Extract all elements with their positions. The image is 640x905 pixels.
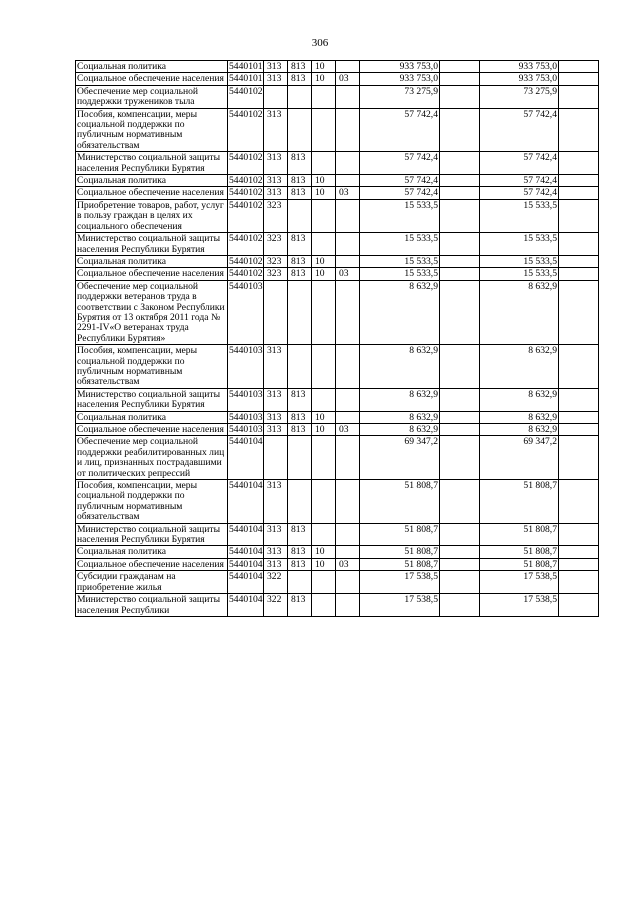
amount-blank-cell	[440, 558, 480, 570]
row-name-cell: Министерство социальной защиты населения Республики Бурятия	[76, 523, 228, 546]
subsection-cell	[336, 85, 360, 108]
subsection-cell: 03	[336, 424, 360, 436]
table-row	[76, 108, 599, 152]
section-cell: 10	[312, 175, 336, 187]
subsection-cell	[336, 199, 360, 232]
target-article-cell: 5440104	[228, 523, 264, 546]
amount-cell: 17 538,5	[480, 571, 559, 594]
ministry-code-cell: 813	[288, 187, 312, 199]
row-name-cell: Обеспечение мер социальной поддержки ветеранов труда в соответствии с Законом Республики Бурятия от 13 октября 2011 года № 2291-IV«О ветеранах труда Республики Бурятия»	[76, 280, 228, 344]
table-row	[76, 61, 599, 73]
row-name-cell: Социальное обеспечение населения	[76, 73, 228, 85]
section-cell	[312, 233, 336, 256]
ministry-code-cell: 813	[288, 411, 312, 423]
subsection-cell	[336, 152, 360, 175]
amount-blank-cell	[440, 280, 480, 344]
row-name-cell: Министерство социальной защиты населения Республики Бурятия	[76, 152, 228, 175]
subsection-cell	[336, 233, 360, 256]
section-cell: 10	[312, 546, 336, 558]
target-article-cell: 5440104	[228, 571, 264, 594]
expense-type-cell	[264, 85, 288, 108]
amount-cell: 15 533,5	[480, 233, 559, 256]
ministry-code-cell: 813	[288, 388, 312, 411]
ministry-code-cell: 813	[288, 523, 312, 546]
expense-type-cell: 313	[264, 480, 288, 524]
table-row	[76, 436, 599, 480]
subsection-cell: 03	[336, 187, 360, 199]
row-name-cell: Субсидии гражданам на приобретение жилья	[76, 571, 228, 594]
subsection-cell	[336, 255, 360, 267]
amount-cell: 57 742,4	[360, 152, 440, 175]
table-row	[76, 280, 599, 344]
subsection-cell	[336, 594, 360, 617]
ministry-code-cell: 813	[288, 61, 312, 73]
row-name-cell: Министерство социальной защиты населения Республики	[76, 594, 228, 617]
amount-blank-cell	[440, 233, 480, 256]
row-name-cell: Социальное обеспечение населения	[76, 424, 228, 436]
row-name-cell: Обеспечение мер социальной поддержки реабилитированных лиц и лиц, признанных пострадавшими от политических репрессий	[76, 436, 228, 480]
amount-blank-cell	[440, 175, 480, 187]
ministry-code-cell: 813	[288, 424, 312, 436]
amount-blank-cell	[440, 523, 480, 546]
table-row	[76, 594, 599, 617]
target-article-cell: 5440103	[229, 424, 263, 435]
amount-cell: 57 742,4	[480, 187, 559, 199]
amount-blank-cell	[440, 480, 480, 524]
target-article-cell: 5440103	[228, 280, 264, 344]
amount-blank-cell	[440, 268, 480, 280]
table-row	[76, 480, 599, 524]
ministry-code-cell: 813	[288, 152, 312, 175]
amount-blank-cell	[440, 199, 480, 232]
subsection-cell	[336, 345, 360, 389]
amount-blank-cell	[440, 424, 480, 436]
amount-cell: 15 533,5	[480, 199, 559, 232]
subsection-cell: 03	[336, 268, 360, 280]
row-name-cell: Социальная политика	[76, 546, 228, 558]
row-name-cell: Социальная политика	[76, 255, 228, 267]
target-article-cell: 5440102	[229, 187, 263, 199]
target-article-cell: 5440102	[229, 255, 263, 267]
amount-blank-cell	[440, 73, 480, 85]
amount-blank-cell	[559, 480, 599, 524]
amount-cell: 57 742,4	[360, 187, 440, 199]
ministry-code-cell	[288, 85, 312, 108]
section-cell	[312, 199, 336, 232]
table-row	[76, 558, 599, 570]
row-name-cell: Социальное обеспечение населения	[76, 558, 228, 570]
expense-type-cell: 313	[264, 61, 288, 73]
budget-table	[75, 60, 599, 617]
amount-blank-cell	[559, 523, 599, 546]
target-article-cell: 5440102	[229, 268, 263, 280]
ministry-code-cell: 813	[288, 233, 312, 256]
row-name-cell: Пособия, компенсации, меры социальной поддержки по публичным нормативным обязательствам	[76, 345, 228, 389]
ministry-code-cell: 813	[288, 594, 312, 617]
amount-cell: 57 742,4	[360, 108, 440, 152]
target-article-cell: 5440104	[228, 436, 264, 480]
expense-type-cell: 313	[264, 558, 288, 570]
section-cell: 10	[312, 255, 336, 267]
table-row	[76, 152, 599, 175]
amount-cell: 15 533,5	[480, 255, 559, 267]
amount-blank-cell	[559, 233, 599, 256]
section-cell: 10	[312, 424, 336, 436]
amount-blank-cell	[559, 424, 599, 436]
amount-cell: 69 347,2	[480, 436, 559, 480]
amount-cell: 8 632,9	[480, 424, 559, 436]
table-row	[76, 424, 599, 436]
amount-blank-cell	[559, 388, 599, 411]
section-cell	[312, 571, 336, 594]
subsection-cell	[336, 411, 360, 423]
table-row	[76, 388, 599, 411]
amount-cell: 57 742,4	[480, 175, 559, 187]
table-row	[76, 73, 599, 85]
section-cell	[312, 152, 336, 175]
amount-blank-cell	[440, 594, 480, 617]
section-cell	[312, 108, 336, 152]
amount-blank-cell	[559, 187, 599, 199]
amount-blank-cell	[559, 558, 599, 570]
expense-type-cell: 313	[264, 73, 288, 85]
amount-blank-cell	[559, 411, 599, 423]
amount-cell: 15 533,5	[480, 268, 559, 280]
section-cell	[312, 436, 336, 480]
amount-cell: 8 632,9	[480, 411, 559, 423]
row-name-cell: Социальная политика	[76, 411, 228, 423]
table-row	[76, 411, 599, 423]
subsection-cell	[336, 175, 360, 187]
amount-cell: 73 275,9	[360, 85, 440, 108]
amount-blank-cell	[559, 85, 599, 108]
row-name-cell: Пособия, компенсации, меры социальной поддержки по публичным нормативным обязательствам	[76, 108, 228, 152]
amount-cell: 15 533,5	[360, 199, 440, 232]
row-name-cell: Социальное обеспечение населения	[76, 268, 228, 280]
target-article-cell: 5440103	[228, 388, 264, 411]
expense-type-cell: 323	[264, 268, 288, 280]
subsection-cell	[336, 523, 360, 546]
amount-cell: 15 533,5	[360, 255, 440, 267]
amount-blank-cell	[559, 152, 599, 175]
subsection-cell	[336, 61, 360, 73]
amount-blank-cell	[440, 345, 480, 389]
amount-blank-cell	[559, 546, 599, 558]
table-row	[76, 175, 599, 187]
target-article-cell: 5440102	[228, 108, 264, 152]
amount-cell: 8 632,9	[360, 424, 440, 436]
amount-cell: 69 347,2	[360, 436, 440, 480]
amount-blank-cell	[440, 388, 480, 411]
table-row	[76, 255, 599, 267]
amount-cell: 51 808,7	[360, 558, 440, 570]
ministry-code-cell: 813	[288, 268, 312, 280]
amount-blank-cell	[559, 175, 599, 187]
subsection-cell	[336, 280, 360, 344]
section-cell	[312, 388, 336, 411]
amount-blank-cell	[440, 108, 480, 152]
subsection-cell: 03	[336, 558, 360, 570]
ministry-code-cell: 813	[288, 175, 312, 187]
ministry-code-cell	[288, 345, 312, 389]
amount-cell: 51 808,7	[360, 480, 440, 524]
section-cell	[312, 594, 336, 617]
target-article-cell: 5440102	[228, 233, 264, 256]
section-cell: 10	[312, 187, 336, 199]
amount-cell: 17 538,5	[360, 571, 440, 594]
subsection-cell	[336, 571, 360, 594]
target-article-cell: 5440102	[228, 199, 264, 232]
ministry-code-cell	[288, 436, 312, 480]
row-name-cell: Социальная политика	[76, 175, 228, 187]
expense-type-cell: 322	[264, 594, 288, 617]
section-cell: 10	[312, 73, 336, 85]
amount-cell: 51 808,7	[480, 558, 559, 570]
amount-blank-cell	[440, 436, 480, 480]
target-article-cell: 5440104	[229, 546, 263, 558]
table-row	[76, 199, 599, 232]
table-row	[76, 268, 599, 280]
section-cell	[312, 345, 336, 389]
section-cell	[312, 480, 336, 524]
table-row	[76, 571, 599, 594]
amount-cell: 8 632,9	[360, 388, 440, 411]
amount-cell: 51 808,7	[480, 546, 559, 558]
section-cell: 10	[312, 411, 336, 423]
subsection-cell	[336, 546, 360, 558]
amount-blank-cell	[440, 255, 480, 267]
subsection-cell	[336, 436, 360, 480]
amount-cell: 17 538,5	[480, 594, 559, 617]
expense-type-cell: 322	[264, 571, 288, 594]
amount-cell: 17 538,5	[360, 594, 440, 617]
amount-cell: 8 632,9	[480, 388, 559, 411]
section-cell	[312, 280, 336, 344]
table-row	[76, 546, 599, 558]
expense-type-cell: 313	[264, 411, 288, 423]
expense-type-cell: 313	[264, 523, 288, 546]
table-row	[76, 233, 599, 256]
amount-cell: 51 808,7	[480, 523, 559, 546]
expense-type-cell: 323	[264, 255, 288, 267]
target-article-cell: 5440101	[229, 61, 263, 72]
expense-type-cell: 313	[264, 424, 288, 436]
target-article-cell: 5440102	[229, 175, 263, 187]
amount-cell: 57 742,4	[480, 152, 559, 175]
expense-type-cell: 313	[264, 345, 288, 389]
table-row	[76, 85, 599, 108]
ministry-code-cell	[288, 199, 312, 232]
amount-cell: 933 753,0	[360, 61, 440, 73]
section-cell	[312, 85, 336, 108]
subsection-cell: 03	[336, 73, 360, 85]
section-cell: 10	[312, 268, 336, 280]
amount-cell: 8 632,9	[360, 345, 440, 389]
page-number: 306	[311, 37, 329, 49]
amount-blank-cell	[440, 546, 480, 558]
row-name-cell: Министерство социальной защиты населения Республики Бурятия	[76, 388, 228, 411]
amount-blank-cell	[559, 199, 599, 232]
expense-type-cell: 323	[264, 233, 288, 256]
ministry-code-cell: 813	[288, 73, 312, 85]
amount-blank-cell	[559, 436, 599, 480]
amount-blank-cell	[440, 571, 480, 594]
target-article-cell: 5440104	[228, 480, 264, 524]
amount-blank-cell	[440, 187, 480, 199]
amount-blank-cell	[559, 345, 599, 389]
row-name-cell: Приобретение товаров, работ, услуг в пользу граждан в целях их социального обеспечения	[76, 199, 228, 232]
target-article-cell: 5440104	[229, 558, 263, 570]
row-name-cell: Социальная политика	[76, 61, 228, 73]
ministry-code-cell	[288, 108, 312, 152]
expense-type-cell: 313	[264, 108, 288, 152]
amount-blank-cell	[559, 268, 599, 280]
subsection-cell	[336, 388, 360, 411]
amount-blank-cell	[559, 255, 599, 267]
amount-blank-cell	[440, 61, 480, 73]
expense-type-cell	[264, 436, 288, 480]
amount-cell: 933 753,0	[480, 61, 559, 73]
expense-type-cell: 313	[264, 152, 288, 175]
amount-cell: 57 742,4	[480, 108, 559, 152]
amount-cell: 15 533,5	[360, 268, 440, 280]
target-article-cell: 5440103	[228, 345, 264, 389]
table-row	[76, 345, 599, 389]
amount-blank-cell	[559, 594, 599, 617]
amount-cell: 8 632,9	[480, 280, 559, 344]
ministry-code-cell: 813	[288, 546, 312, 558]
amount-cell: 933 753,0	[360, 73, 440, 85]
row-name-cell: Министерство социальной защиты населения Республики Бурятия	[76, 233, 228, 256]
table-row	[76, 523, 599, 546]
expense-type-cell: 313	[264, 388, 288, 411]
subsection-cell	[336, 108, 360, 152]
target-article-cell: 5440102	[228, 85, 264, 108]
table-row	[76, 187, 599, 199]
amount-blank-cell	[440, 152, 480, 175]
expense-type-cell: 313	[264, 175, 288, 187]
amount-cell: 8 632,9	[480, 345, 559, 389]
amount-cell: 51 808,7	[480, 480, 559, 524]
amount-cell: 8 632,9	[360, 411, 440, 423]
amount-blank-cell	[440, 411, 480, 423]
amount-blank-cell	[559, 108, 599, 152]
row-name-cell: Социальное обеспечение населения	[76, 187, 228, 199]
subsection-cell	[336, 480, 360, 524]
expense-type-cell: 323	[264, 199, 288, 232]
amount-blank-cell	[440, 85, 480, 108]
amount-cell: 73 275,9	[480, 85, 559, 108]
amount-blank-cell	[559, 280, 599, 344]
expense-type-cell: 313	[264, 546, 288, 558]
amount-blank-cell	[559, 571, 599, 594]
section-cell: 10	[312, 61, 336, 73]
amount-blank-cell	[559, 73, 599, 85]
ministry-code-cell: 813	[288, 558, 312, 570]
expense-type-cell: 313	[264, 187, 288, 199]
section-cell: 10	[312, 558, 336, 570]
amount-blank-cell	[559, 61, 599, 73]
amount-cell: 51 808,7	[360, 546, 440, 558]
ministry-code-cell	[288, 480, 312, 524]
target-article-cell: 5440103	[229, 411, 263, 423]
target-article-cell: 5440104	[228, 594, 264, 617]
amount-cell: 51 808,7	[360, 523, 440, 546]
amount-cell: 933 753,0	[480, 73, 559, 85]
row-name-cell: Пособия, компенсации, меры социальной поддержки по публичным нормативным обязательствам	[76, 480, 228, 524]
target-article-cell: 5440101	[229, 73, 263, 85]
section-cell	[312, 523, 336, 546]
amount-cell: 8 632,9	[360, 280, 440, 344]
expense-type-cell	[264, 280, 288, 344]
amount-cell: 57 742,4	[360, 175, 440, 187]
amount-cell: 15 533,5	[360, 233, 440, 256]
ministry-code-cell	[288, 280, 312, 344]
target-article-cell: 5440102	[228, 152, 264, 175]
ministry-code-cell	[288, 571, 312, 594]
ministry-code-cell: 813	[288, 255, 312, 267]
row-name-cell: Обеспечение мер социальной поддержки тружеников тыла	[76, 85, 228, 108]
